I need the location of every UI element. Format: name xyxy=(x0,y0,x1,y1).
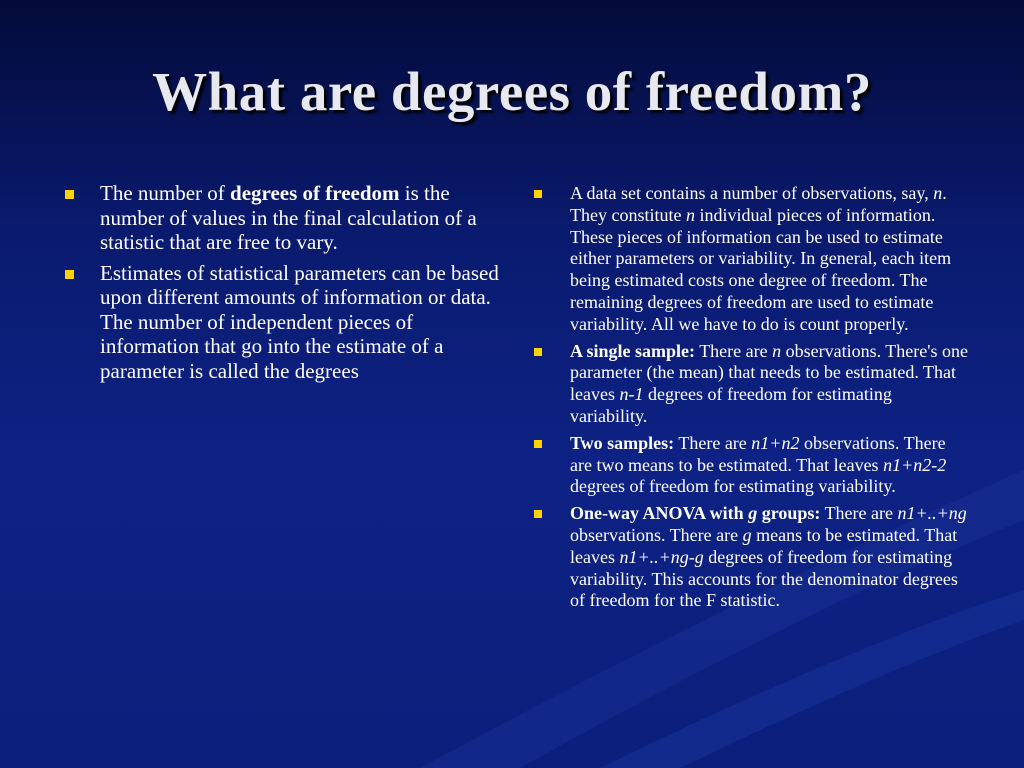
square-bullet-icon xyxy=(534,510,542,518)
square-bullet-icon xyxy=(534,348,542,356)
left-bullet-item: Estimates of statistical parameters can be based upon different amounts of information or data. The number of independent pieces of information that go into the estimate of a parameter is called the degrees xyxy=(60,261,500,384)
square-bullet-icon xyxy=(534,440,542,448)
right-bullet-item: One-way ANOVA with g groups: There are n1+..+ng observations. There are g means to be estimated. That leaves n1+..+ng-g degrees of freedom for estimating variability. This accounts for the denominator degrees of freedom for the F statistic. xyxy=(530,503,970,612)
right-bullet-item: Two samples: There are n1+n2 observations. There are two means to be estimated. That leaves n1+n2-2 degrees of freedom for estimating variability. xyxy=(530,433,970,498)
slide-title: What are degrees of freedom? xyxy=(152,61,872,122)
right-bullet-list xyxy=(530,183,970,617)
square-bullet-icon xyxy=(534,190,542,198)
square-bullet-icon xyxy=(65,270,74,279)
bold-lead: One-way ANOVA with g groups: xyxy=(570,503,821,524)
left-bullet-item: The number of degrees of freedom is the number of values in the final calculation of a statistic that are free to vary. xyxy=(60,181,500,255)
right-bullet-item: A data set contains a number of observations, say, n. They constitute n individual pieces of information. These pieces of information can be used to estimate either parameters or variability. In general, each item being estimated costs one degree of freedom. The remaining degrees of freedom are used to estimate variability. All we have to do is count properly. xyxy=(530,183,970,336)
left-bullet-list xyxy=(60,181,500,389)
square-bullet-icon xyxy=(65,190,74,199)
bold-lead: Two samples: xyxy=(570,432,675,453)
right-bullet-item: A single sample: There are n observations. There's one parameter (the mean) that needs to be estimated. That leaves n-1 degrees of freedom for estimating variability. xyxy=(530,341,970,428)
bold-lead: A single sample: xyxy=(570,340,696,361)
bold-term: degrees of freedom xyxy=(230,181,400,205)
